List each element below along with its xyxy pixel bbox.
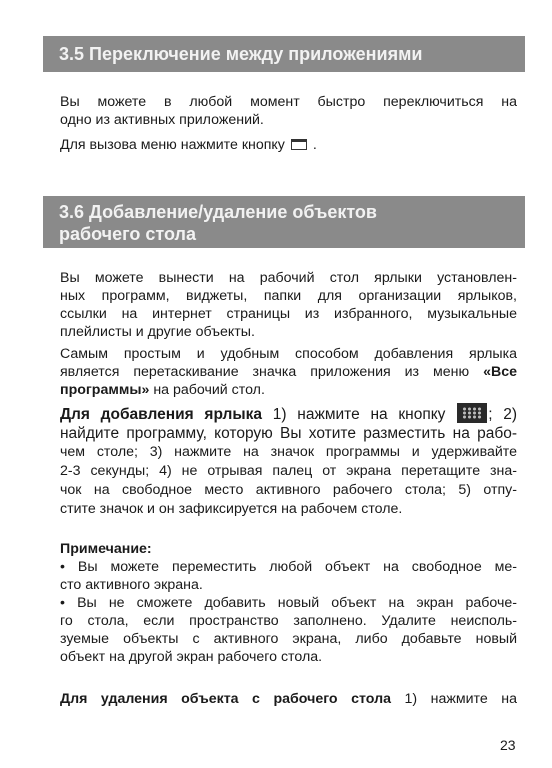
text-line [60, 403, 517, 424]
section-title-line: 3.6 Добавление/удаление объектов [59, 202, 377, 222]
text-line: • Вы не сможете добавить новый объект на экран рабоче- [60, 595, 517, 611]
text-segment: является перетаскивание значка приложения из меню [60, 364, 470, 380]
paragraph [60, 93, 517, 129]
instruction-heading: Для удаления объекта с рабочего стола [60, 691, 391, 707]
text-line: одно из активных приложений. [60, 112, 264, 128]
menu-name-bold: «Все [483, 364, 517, 380]
instruction-heading: Для добавления ярлыка [60, 406, 263, 423]
text-line: 2-3 секунды; 4) не отрывая палец от экрана перетащите зна- [60, 463, 517, 479]
paragraph [60, 403, 517, 519]
text-line: • Вы можете переместить любой объект на свободное ме- [60, 559, 517, 575]
text-line: ссылки на интернет страницы из избранного, музыкальные [60, 306, 517, 322]
text-line: найдите программу, которую Вы хотите разместить на рабо- [60, 425, 517, 442]
text-segment: . [312, 137, 317, 153]
recent-apps-icon [291, 139, 307, 150]
text-line: стите значок и он зафиксируется на рабочем столе. [60, 501, 403, 517]
text-segment: 1) нажмите на кнопку [272, 406, 446, 423]
text-segment: на рабочий стол. [153, 382, 265, 398]
text-line: сто активного экрана. [60, 577, 203, 593]
all-apps-icon [457, 403, 487, 423]
page-number: 23 [500, 737, 516, 753]
text-line: чем столе; 3) нажмите на значок программы и удерживайте [60, 444, 517, 460]
text-line [60, 363, 517, 381]
note-block [60, 540, 517, 666]
text-segment: Для вызова меню нажмите кнопку [60, 137, 285, 153]
text-line: плейлисты и другие объекты. [60, 324, 255, 340]
section-title-line: рабочего стола [59, 224, 196, 244]
paragraph [60, 690, 517, 708]
paragraph [60, 136, 517, 154]
text-segment: ; 2) [488, 406, 517, 423]
text-line: объект на другой экран рабочего стола. [60, 649, 323, 665]
text-line: Вы можете в любой момент быстро переключиться на [60, 94, 517, 110]
text-line: Самым простым и удобным способом добавления ярлыка [60, 346, 517, 362]
text-line: ных программ, виджеты, папки для организации ярлыков, [60, 288, 517, 304]
menu-name-bold: программы» [60, 382, 150, 398]
section-heading-3-5 [43, 36, 525, 72]
text-line [60, 690, 517, 708]
paragraph [60, 345, 517, 399]
paragraph [60, 269, 517, 341]
text-line [60, 381, 517, 399]
text-line: го стола, если пространство заполнено. Удалите неисполь- [60, 613, 517, 629]
note-title: Примечание: [60, 541, 152, 557]
text-line: Вы можете вынести на рабочий стол ярлыки установлен- [60, 270, 517, 286]
text-line [60, 136, 517, 154]
text-line: чок на свободное место активного рабочего стола; 5) отпу- [60, 482, 517, 498]
text-line: зуемые объекты с активного экрана, либо добавьте новый [60, 631, 517, 647]
section-title: 3.5 Переключение между приложениями [59, 44, 423, 64]
section-heading-3-6 [43, 196, 525, 248]
text-segment: 1) нажмите на [404, 691, 517, 707]
